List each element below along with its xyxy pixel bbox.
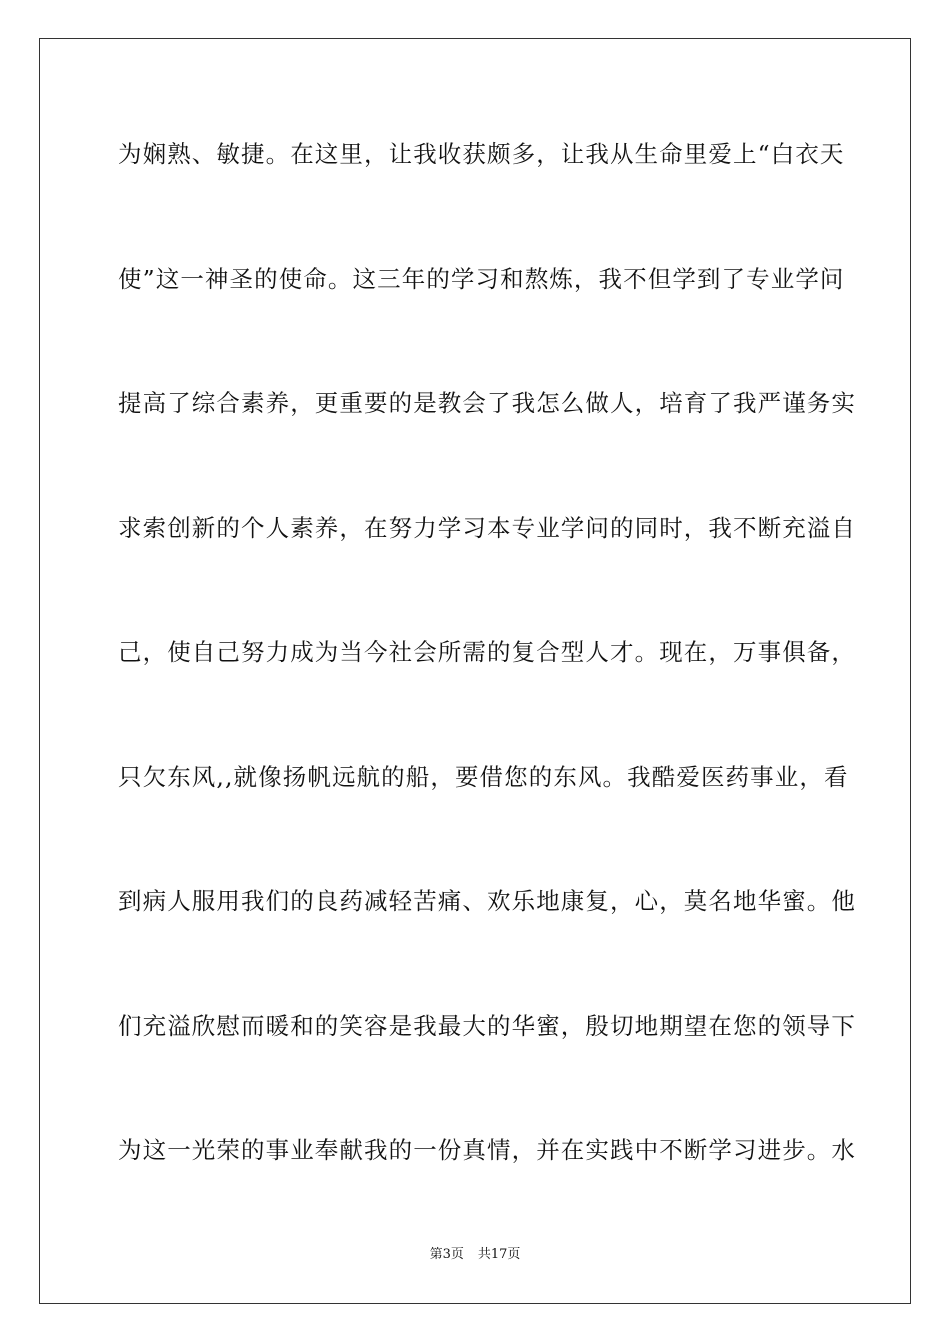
text-line: 使”这一神圣的使命。这三年的学习和熬炼，我不但学到了专业学问 bbox=[118, 264, 845, 293]
text-line: 己，使自己努力成为当今社会所需的复合型人才。现在，万事俱备， bbox=[118, 638, 856, 666]
page-total: 共17页 bbox=[477, 1247, 521, 1262]
text-line: 到病人服用我们的良药减轻苦痛、欢乐地康复，心，莫名地华蜜。他 bbox=[118, 887, 856, 915]
body-text bbox=[118, 125, 856, 1246]
text-line: 们充溢欣慰而暖和的笑容是我最大的华蜜，殷切地期望在您的领导下 bbox=[118, 1011, 856, 1040]
text-line: 只欠东风,,就像扬帆远航的船，要借您的东风。我酷爱医药事业，看 bbox=[118, 762, 849, 791]
text-line: 提高了综合素养，更重要的是教会了我怎么做人，培育了我严谨务实 bbox=[118, 389, 856, 417]
text-line: 求索创新的个人素养，在努力学习本专业学问的同时，我不断充溢自 bbox=[118, 513, 856, 542]
text-line: 为娴熟、敏捷。在这里，让我收获颇多，让我从生命里爱上“白衣天 bbox=[118, 140, 845, 168]
text-line: 为这一光荣的事业奉献我的一份真情，并在实践中不断学习进步。水 bbox=[118, 1136, 856, 1164]
page-number: 第3页 bbox=[429, 1247, 464, 1262]
page-footer bbox=[0, 1243, 950, 1262]
